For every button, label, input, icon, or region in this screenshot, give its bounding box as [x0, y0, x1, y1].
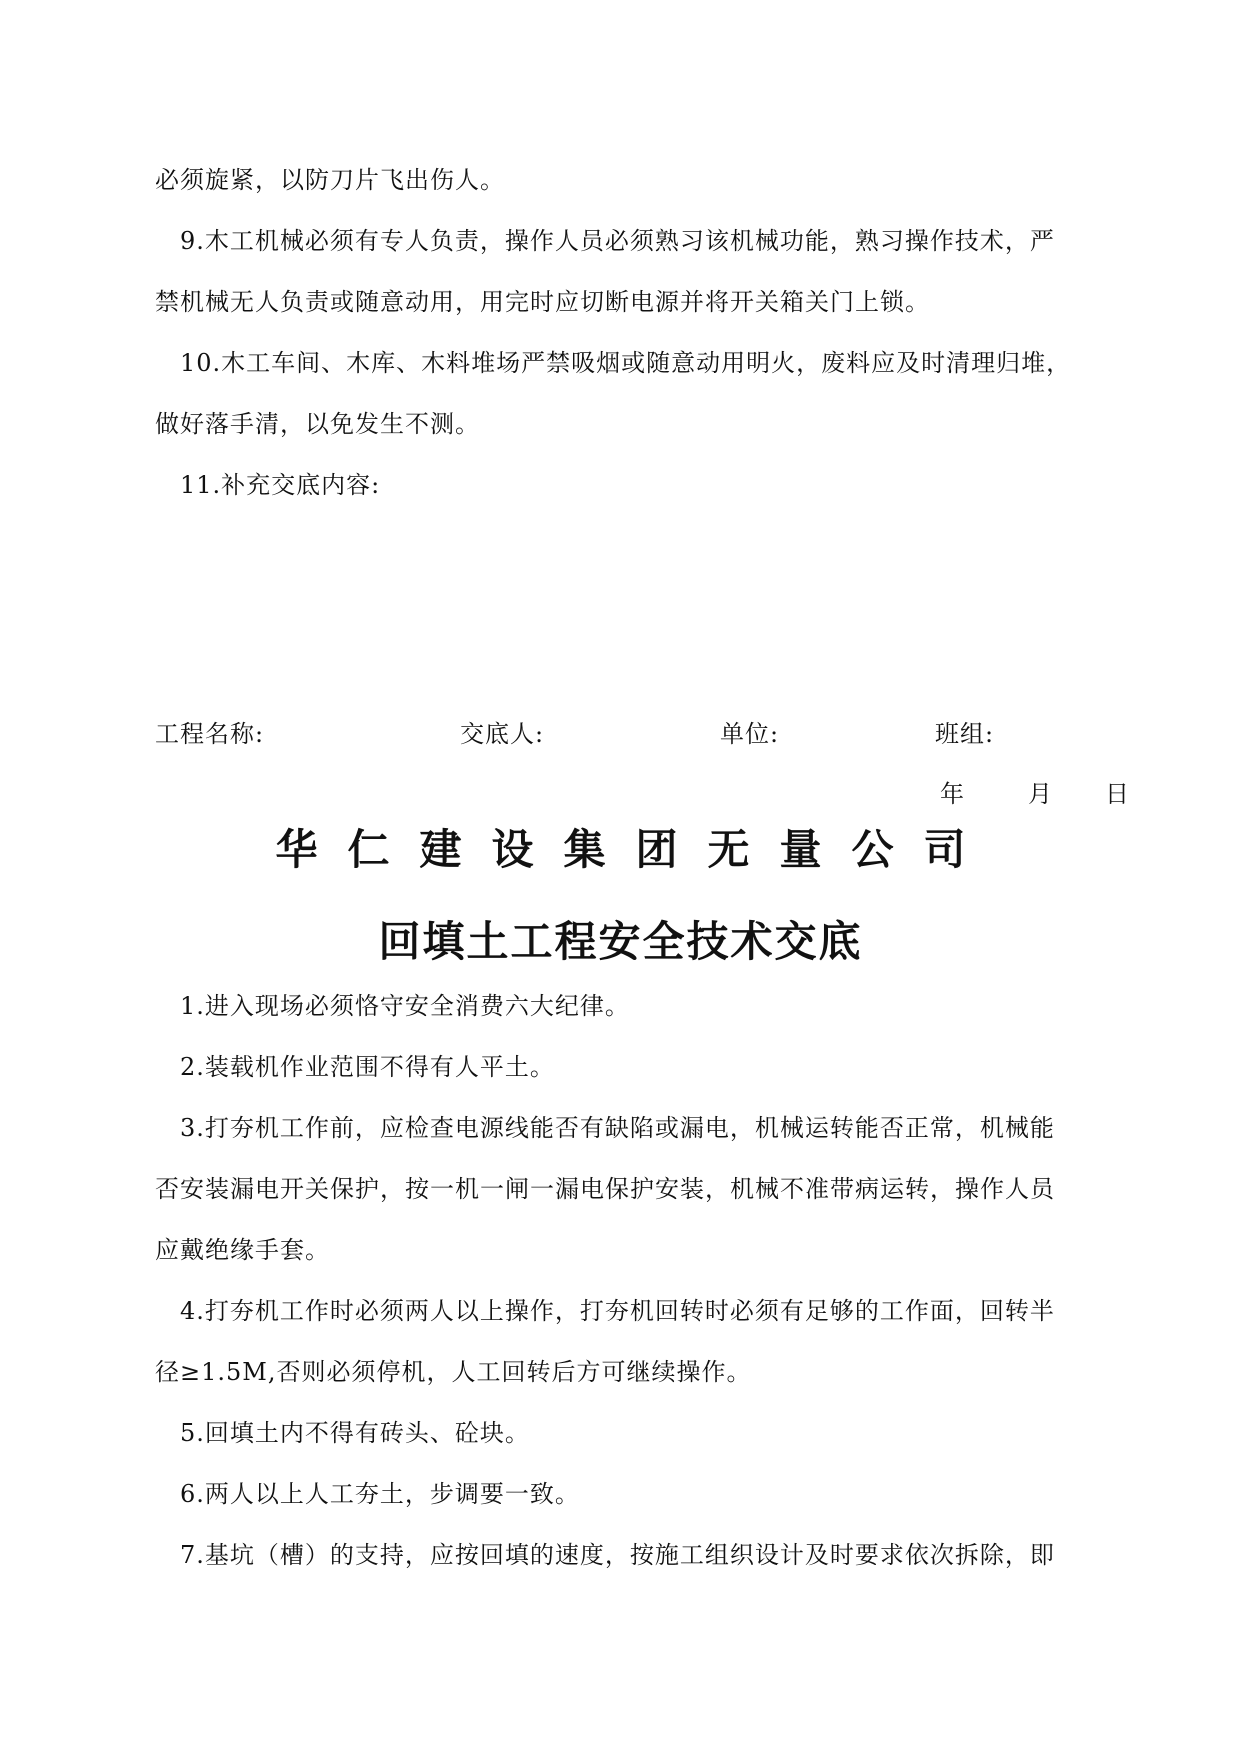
upper-line-1: 必须旋紧，以防刀片飞出伤人。 [155, 166, 505, 194]
lower-line-2: 2.装载机作业范围不得有人平土。 [180, 1053, 555, 1081]
date-month: 月 [1028, 780, 1052, 808]
team-label: 班组: [935, 720, 995, 748]
upper-line-2: 9.木工机械必须有专人负责，操作人员必须熟习该机械功能，熟习操作技术，严 [180, 227, 1055, 255]
project-name-label: 工程名称: [155, 720, 265, 748]
date-row [940, 778, 1130, 812]
upper-line-6: 11.补充交底内容: [180, 471, 381, 499]
lower-line-9: 6.两人以上人工夯土，步调要一致。 [180, 1480, 580, 1508]
unit-label: 单位: [720, 720, 780, 748]
lower-line-5: 应戴绝缘手套。 [155, 1236, 330, 1264]
upper-line-5: 做好落手清，以免发生不测。 [155, 410, 480, 438]
lower-line-1: 1.进入现场必须恪守安全消费六大纪律。 [180, 992, 630, 1020]
lower-line-7: 径≥1.5M,否则必须停机，人工回转后方可继续操作。 [155, 1358, 752, 1386]
lower-line-6: 4.打夯机工作时必须两人以上操作，打夯机回转时必须有足够的工作面，回转半 [180, 1297, 1055, 1325]
upper-line-4: 10.木工车间、木库、木料堆场严禁吸烟或随意动用明火，废料应及时清理归堆， [180, 349, 1072, 377]
company-title: 华仁建设集团无量公司 [275, 825, 996, 874]
signature-row [155, 718, 1115, 752]
disclosed-by-label: 交底人: [460, 720, 545, 748]
date-year: 年 [940, 780, 964, 808]
lower-line-4: 否安装漏电开关保护，按一机一闸一漏电保护安装，机械不准带病运转，操作人员 [155, 1175, 1055, 1203]
document-title: 回填土工程安全技术交底 [378, 917, 863, 966]
lower-line-3: 3.打夯机工作前，应检查电源线能否有缺陷或漏电，机械运转能否正常，机械能 [180, 1114, 1055, 1142]
upper-line-3: 禁机械无人负责或随意动用，用完时应切断电源并将开关箱关门上锁。 [155, 288, 930, 316]
date-day: 日 [1105, 780, 1129, 808]
lower-line-8: 5.回填土内不得有砖头、砼块。 [180, 1419, 530, 1447]
lower-line-10: 7.基坑（槽）的支持，应按回填的速度，按施工组织设计及时要求依次拆除，即 [180, 1541, 1055, 1569]
